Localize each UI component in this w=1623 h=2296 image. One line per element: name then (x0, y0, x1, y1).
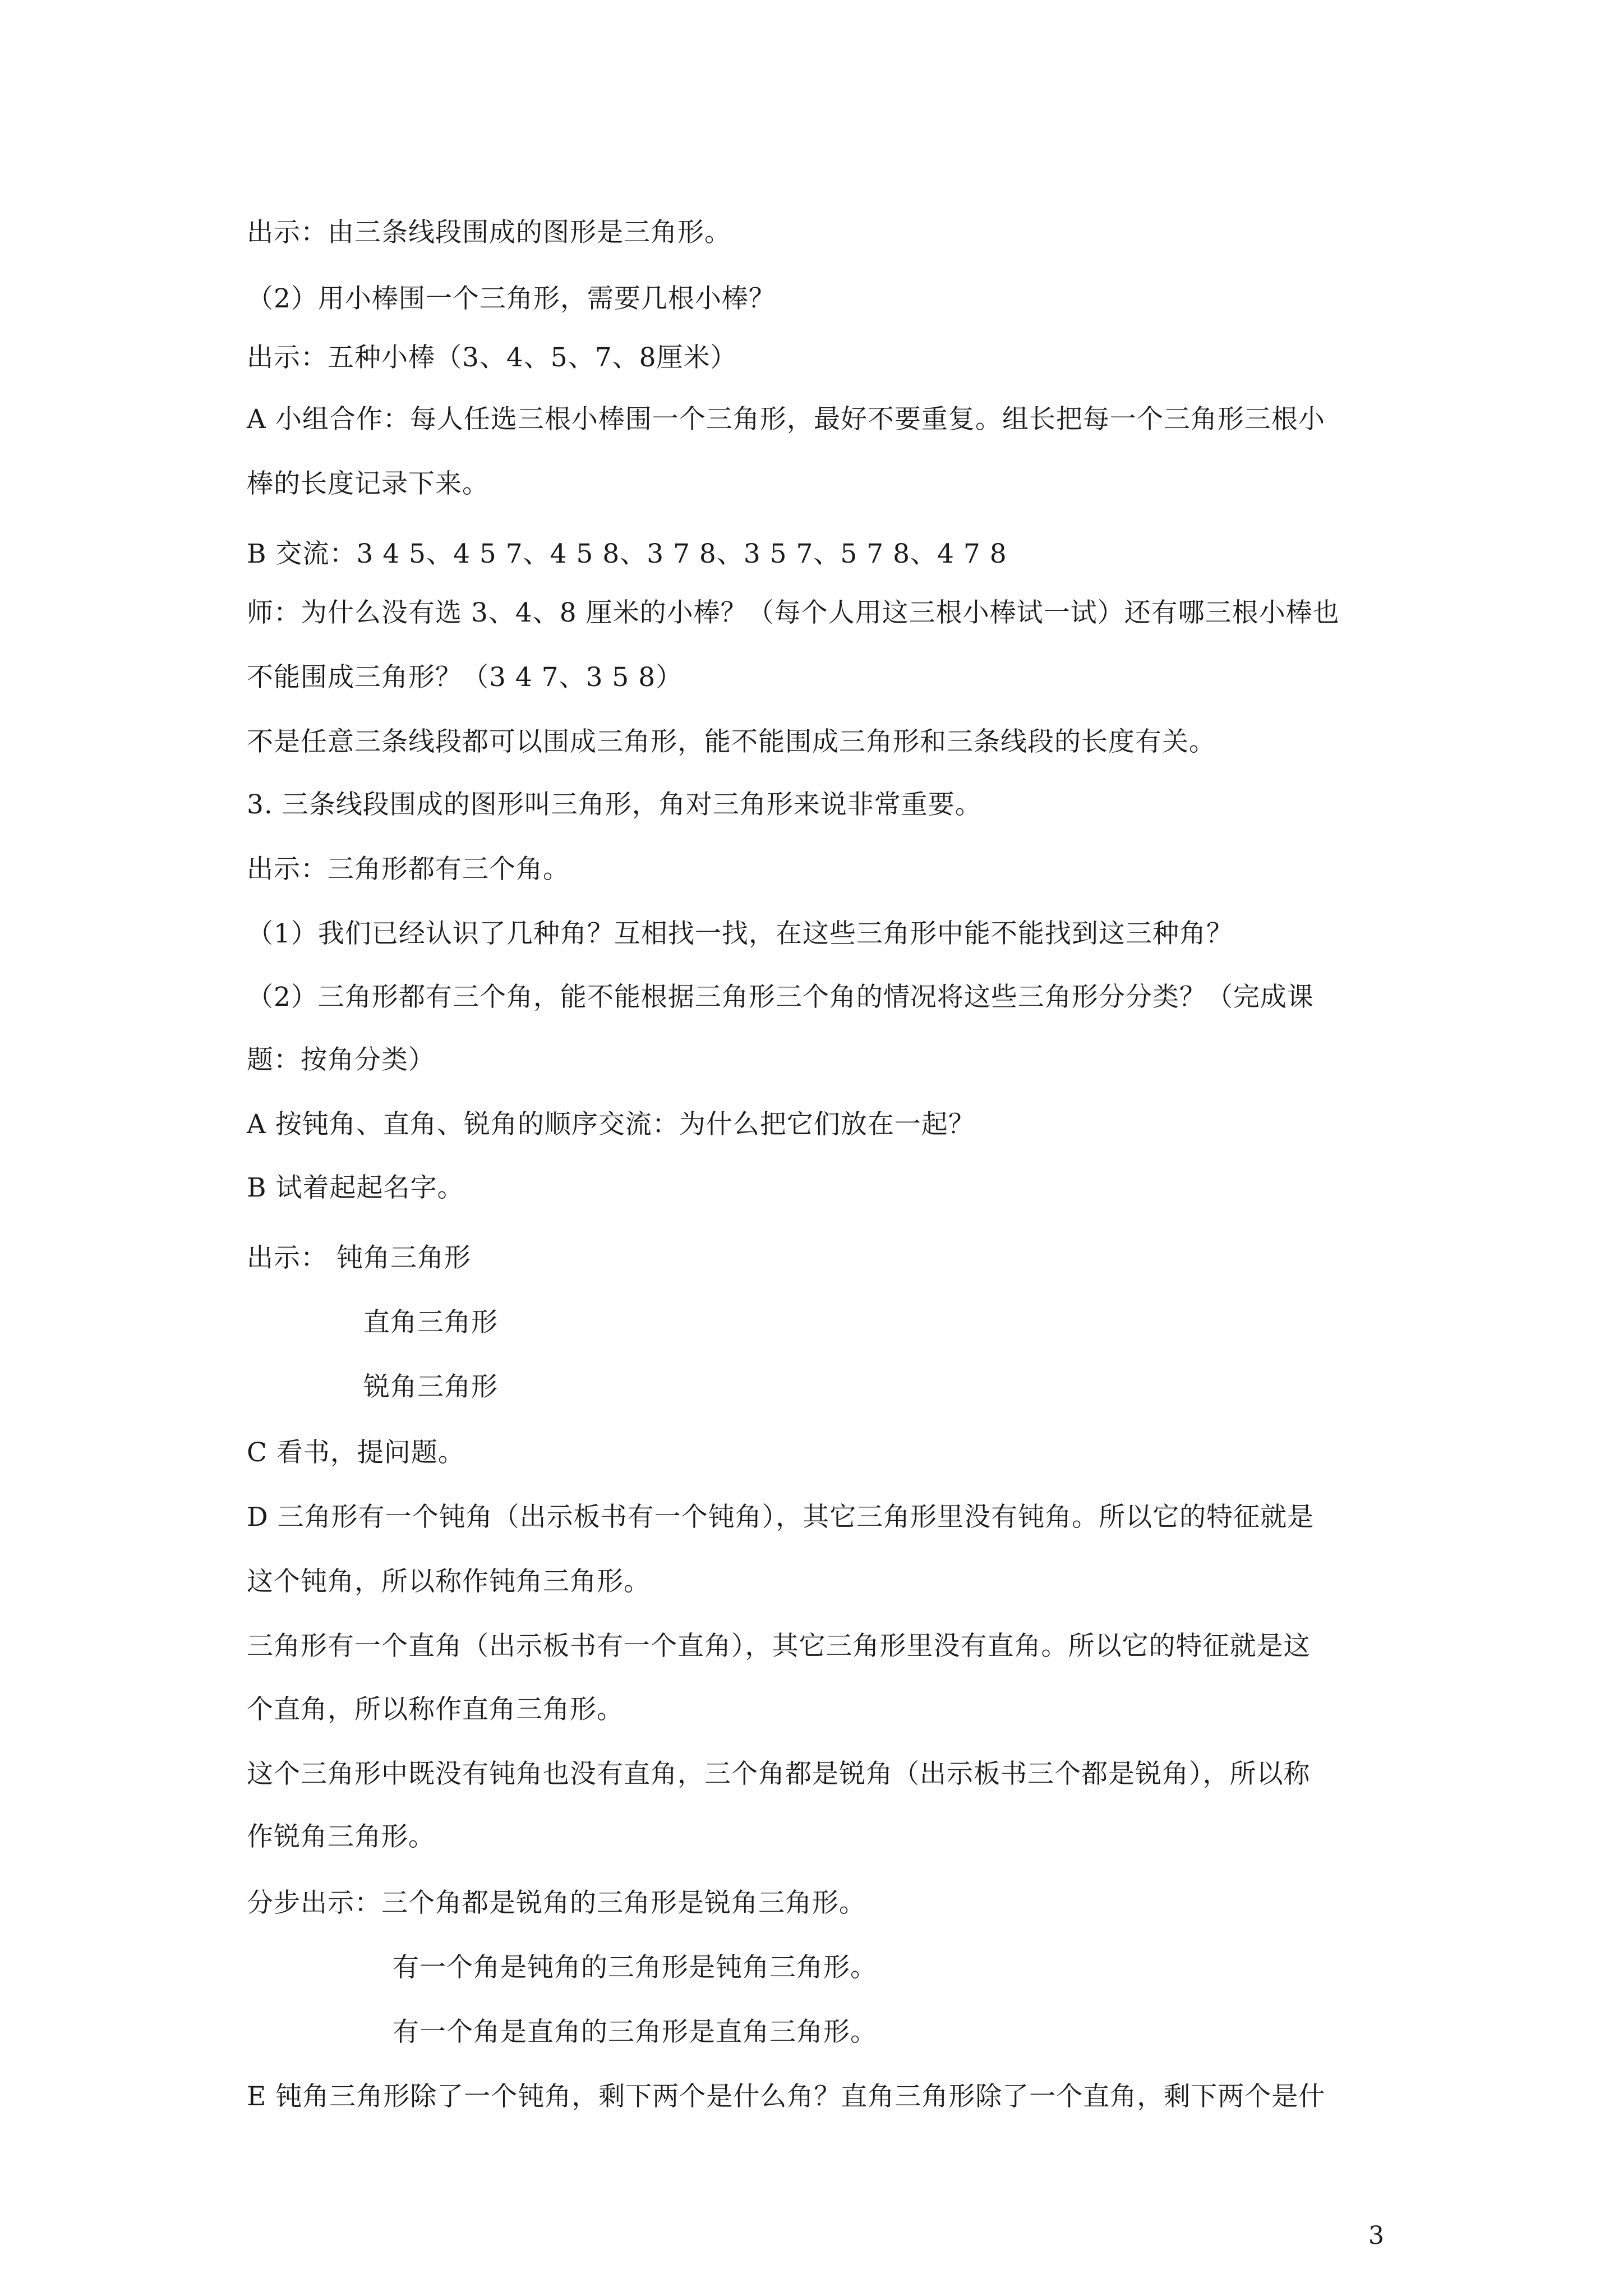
text-line: 出示：五种小棒（3、4、5、7、8厘米） (247, 342, 737, 373)
text-line: 不是任意三条线段都可以围成三角形，能不能围成三角形和三条线段的长度有关。 (247, 726, 1216, 757)
text-line: B 试着起起名字。 (247, 1172, 464, 1203)
text-line: （1）我们已经认识了几种角？互相找一找，在这些三角形中能不能找到这三种角？ (247, 918, 1233, 949)
text-line: E 钝角三角形除了一个钝角，剩下两个是什么角？直角三角形除了一个直角，剩下两个是什 (247, 2081, 1326, 2112)
text-line: 出示： 钝角三角形 (247, 1243, 471, 1273)
text-line: 3. 三条线段围成的图形叫三角形，角对三角形来说非常重要。 (247, 789, 982, 820)
text-line: 题：按角分类） (247, 1045, 435, 1075)
page-number: 3 (1368, 2221, 1384, 2250)
text-line: C 看书，提问题。 (247, 1437, 465, 1468)
text-line: 有一个角是直角的三角形是直角三角形。 (393, 2017, 877, 2047)
text-line: 这个钝角，所以称作钝角三角形。 (247, 1566, 651, 1597)
text-line: 个直角，所以称作直角三角形。 (247, 1694, 624, 1725)
text-line: 分步出示：三个角都是锐角的三角形是锐角三角形。 (247, 1888, 866, 1918)
text-line: D 三角形有一个钝角（出示板书有一个钝角），其它三角形里没有钝角。所以它的特征就是 (247, 1502, 1315, 1533)
text-line: （2）三角形都有三个角，能不能根据三角形三个角的情况将这些三角形分分类？（完成课 (247, 982, 1314, 1013)
text-line: 有一个角是钝角的三角形是钝角三角形。 (393, 1952, 877, 1983)
text-line: 棒的长度记录下来。 (247, 468, 489, 499)
text-line: 锐角三角形 (363, 1372, 498, 1402)
text-line: 作锐角三角形。 (247, 1821, 435, 1852)
text-line: 直角三角形 (363, 1307, 498, 1338)
text-line: 这个三角形中既没有钝角也没有直角，三个角都是锐角（出示板书三个都是锐角），所以称 (247, 1759, 1311, 1789)
text-line: 三角形有一个直角（出示板书有一个直角），其它三角形里没有直角。所以它的特征就是这 (247, 1631, 1311, 1662)
text-line: 不能围成三角形？（3 4 7、3 5 8） (247, 662, 683, 693)
text-line: 出示：三角形都有三个角。 (247, 854, 570, 885)
text-line: 师：为什么没有选 3、4、8 厘米的小棒？（每个人用这三根小棒试一试）还有哪三根小棒也 (247, 597, 1340, 628)
text-line: 出示：由三条线段围成的图形是三角形。 (247, 217, 731, 248)
text-line: （2）用小棒围一个三角形，需要几根小棒？ (247, 283, 776, 314)
text-line: A 小组合作：每人任选三根小棒围一个三角形，最好不要重复。组长把每一个三角形三根小 (247, 404, 1325, 435)
text-line: A 按钝角、直角、锐角的顺序交流：为什么把它们放在一起？ (247, 1109, 975, 1140)
text-line: B 交流：3 4 5、4 5 7、4 5 8、3 7 8、3 5 7、5 7 8、4 7 8 (247, 539, 1007, 569)
